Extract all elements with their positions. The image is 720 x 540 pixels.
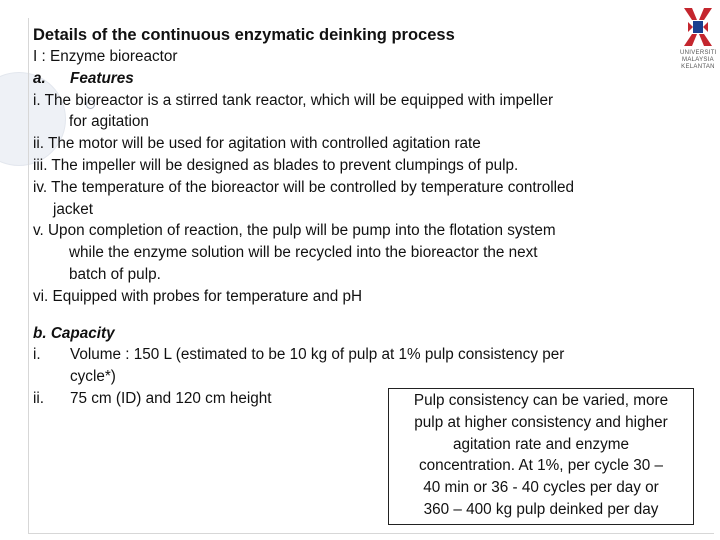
capacity-item-text: cycle*) <box>70 368 116 386</box>
feature-item-continuation: jacket <box>53 200 93 218</box>
features-heading <box>33 68 683 90</box>
capacity-heading: b. Capacity <box>33 324 115 342</box>
slide-title: Details of the continuous enzymatic deinking process <box>33 26 455 44</box>
logo-text-line: UNIVERSITI <box>680 50 717 56</box>
feature-item: iii. The impeller will be designed as blades to prevent clumpings of pulp. <box>33 156 519 174</box>
section-heading: I : Enzyme bioreactor <box>33 48 178 65</box>
note-line: 360 – 400 kg pulp deinked per day <box>423 500 659 518</box>
capacity-item-number: i. <box>33 346 41 364</box>
features-label: Features <box>70 69 134 87</box>
capacity-item-text: Volume : 150 L (estimated to be 10 kg of pulp at 1% pulp consistency per <box>70 346 565 364</box>
slide-content <box>33 24 683 410</box>
features-number: a. <box>33 69 46 87</box>
note-line: concentration. At 1%, per cycle 30 – <box>418 457 664 475</box>
note-line: agitation rate and enzyme <box>452 435 630 453</box>
logo-text-line: MALAYSIA <box>682 57 714 63</box>
note-line: Pulp consistency can be varied, more <box>413 392 669 409</box>
note-line: 40 min or 36 - 40 cycles per day or <box>423 479 659 497</box>
capacity-item-text: 75 cm (ID) and 120 cm height <box>70 389 272 407</box>
logo-emblem-icon <box>680 6 716 48</box>
capacity-item-continuation <box>33 366 683 388</box>
capacity-item-number: ii. <box>33 389 45 407</box>
logo-text-line: KELANTAN <box>681 64 715 70</box>
feature-item: iv. The temperature of the bioreactor will be controlled by temperature controlled <box>33 178 575 196</box>
feature-item: i. The bioreactor is a stirred tank reactor, which will be equipped with impeller <box>33 91 554 109</box>
feature-item-continuation: for agitation <box>69 113 149 131</box>
feature-item: v. Upon completion of reaction, the pulp will be pump into the flotation system <box>33 222 556 240</box>
feature-item-continuation: batch of pulp. <box>69 265 161 283</box>
university-logo <box>680 6 716 76</box>
features-list <box>33 90 683 308</box>
capacity-item <box>33 344 683 366</box>
feature-item-continuation: while the enzyme solution will be recycled into the bioreactor the next <box>69 244 538 262</box>
note-box <box>388 388 694 525</box>
note-line: pulp at higher consistency and higher <box>414 413 668 431</box>
feature-item: ii. The motor will be used for agitation with controlled agitation rate <box>33 135 481 153</box>
feature-item: vi. Equipped with probes for temperature and pH <box>33 287 363 305</box>
